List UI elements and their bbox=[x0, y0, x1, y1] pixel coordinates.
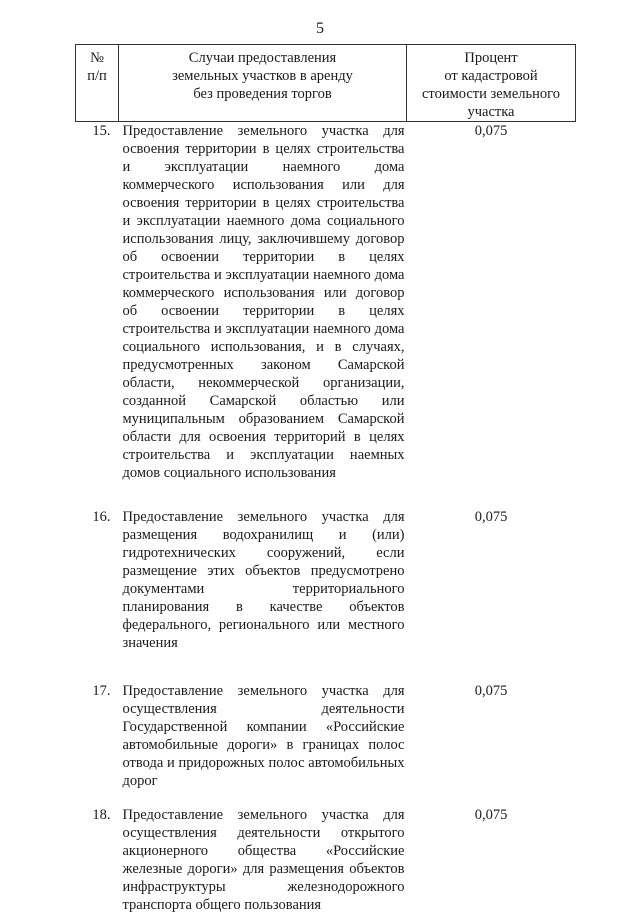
row-case-text: Предоставление земельного участка для размещения водохранилищ и (или) гидротехнических сооружений, если размещение этих объектов предусмотрено документами территориального планирования в качестве объектов федерального, регионального или местного значения bbox=[122, 509, 405, 651]
table-row bbox=[76, 682, 576, 806]
page-number: 5 bbox=[316, 20, 324, 37]
land-lease-table bbox=[75, 44, 576, 914]
header-number-label: № п/п bbox=[87, 50, 107, 84]
row-case-text: Предоставление земельного участка для осуществления деятельности Государственной компании «Российские автомобильные дороги» в границах полос отвода и придорожных полос автомобильных дорог bbox=[122, 683, 405, 789]
header-number bbox=[76, 45, 119, 122]
row-percent: 0,075 bbox=[474, 123, 508, 139]
table-row bbox=[76, 806, 576, 914]
table-row bbox=[76, 122, 576, 509]
row-percent: 0,075 bbox=[474, 807, 508, 823]
row-number: 17. bbox=[92, 683, 111, 699]
row-percent: 0,075 bbox=[474, 509, 508, 525]
row-number: 16. bbox=[92, 509, 111, 525]
header-percent-label: Процент от кадастровой стоимости земельного участка bbox=[421, 50, 560, 120]
row-percent: 0,075 bbox=[474, 683, 508, 699]
header-percent bbox=[407, 45, 576, 122]
row-number: 15. bbox=[92, 123, 111, 139]
row-case-text: Предоставление земельного участка для осуществления деятельности открытого акционерного общества «Российские железные дороги» для размещения объектов инфраструктуры железнодорожного транспорта общего пользования bbox=[122, 807, 405, 913]
row-number: 18. bbox=[92, 807, 111, 823]
header-case bbox=[119, 45, 407, 122]
table-header-row bbox=[76, 45, 576, 122]
row-case-text: Предоставление земельного участка для освоения территории в целях строительства и эксплуатации наемного дома коммерческого использования или для освоения территории в целях строительства и эксплуатации наемного дома социального использования лицу, заключившему договор об освоении территории в целях строительства и эксплуатации наемного дома коммерческого использования или договор об освоении территории в целях строительства и эксплуатации наемного дома социального использования, и в случаях, предусмотренных законом Самарской области, некоммерческой организации, созданной Самарской областью или муниципальным образованием Самарской области для освоения территорий в целях строительства и эксплуатации наемных домов социального использования bbox=[122, 123, 405, 481]
table-row bbox=[76, 508, 576, 682]
header-case-label: Случаи предоставления земельных участков в аренду без проведения торгов bbox=[172, 50, 353, 102]
